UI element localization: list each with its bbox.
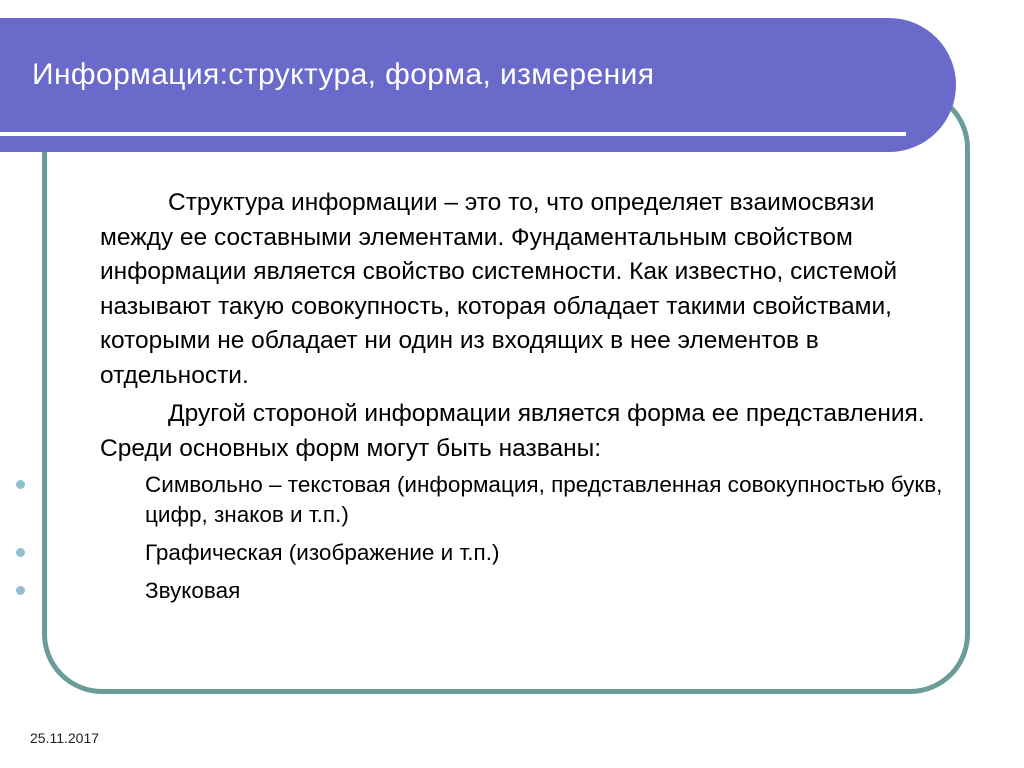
bullet-text: Звуковая <box>145 578 241 603</box>
bullet-icon <box>16 586 25 595</box>
bullet-list <box>100 470 945 606</box>
bullet-text: Символьно – текстовая (информация, представленная совокупностью букв, цифр, знаков и т.п.) <box>145 472 943 527</box>
paragraph-structure: Структура информации – это то, что определяет взаимосвязи между ее составными элементами. Фундаментальным свойством информации является свойство системности. Как известно, системой называют такую совокупность, которая обладает такими свойствами, которыми не обладает ни один из входящих в нее элементов в отдельности. <box>100 189 898 389</box>
bullet-icon <box>16 548 25 557</box>
list-item <box>0 470 945 530</box>
list-item <box>0 538 945 568</box>
title-underline <box>0 132 906 136</box>
paragraph-form: Другой стороной информации является форма ее представления. Среди основных форм могут быть названы: <box>100 400 925 462</box>
bullet-text: Графическая (изображение и т.п.) <box>145 540 500 565</box>
list-item <box>0 576 945 606</box>
slide-title: Информация:структура, форма, измерения <box>32 58 655 91</box>
slide-content <box>100 186 945 614</box>
slide-date: 25.11.2017 <box>30 730 100 746</box>
bullet-icon <box>16 480 25 489</box>
